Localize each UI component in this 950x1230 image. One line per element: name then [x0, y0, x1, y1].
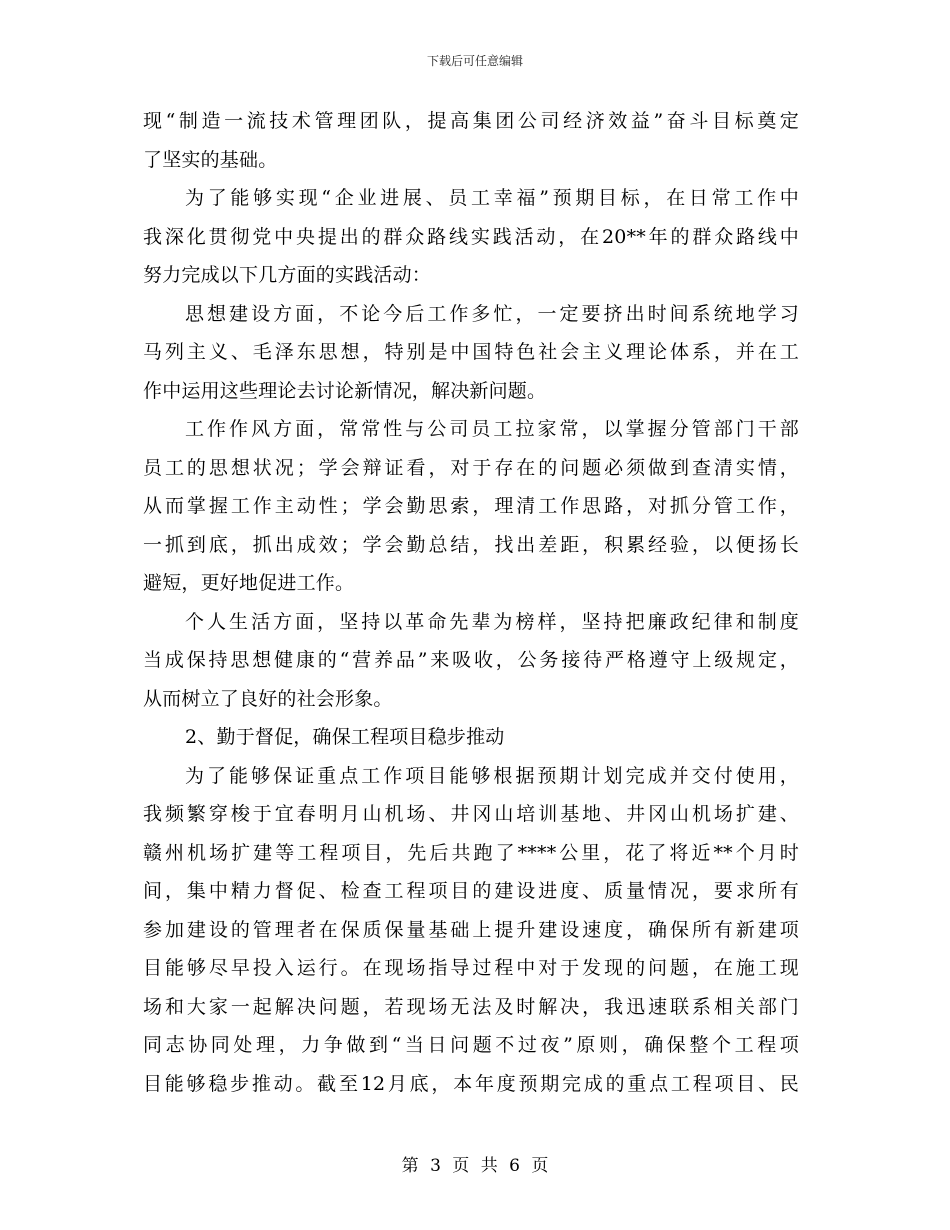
text-line: 我频繁穿梭于宜春明月山机场、井冈山培训基地、井冈山机场扩建、 — [143, 803, 799, 825]
text-line: 同志协同处理，力争做到“当日问题不过夜”原则，确保整个工程项 — [143, 1034, 799, 1056]
text-line: 间，集中精力督促、检查工程项目的建设进度、质量情况，要求所有 — [143, 880, 799, 902]
text-line: 从而树立了良好的社会形象。 — [143, 687, 393, 710]
text-line: 了坚实的基础。 — [143, 148, 278, 171]
text-line: 场和大家一起解决问题，若现场无法及时解决，我迅速联系相关部门 — [143, 995, 799, 1018]
text-line: 我深化贯彻党中央提出的群众路线实践活动，在20**年的群众路线中 — [143, 225, 799, 248]
text-line: 目能够尽早投入运行。在现场指导过程中对于发现的问题，在施工现 — [143, 957, 799, 979]
text-line: 员工的思想状况；学会辩证看，对于存在的问题必须做到查清实情， — [143, 456, 799, 479]
section-heading: 2、勤于督促，确保工程项目稳步推动 — [185, 726, 505, 748]
text-line: 思想建设方面，不论今后工作多忙，一定要挤出时间系统地学习 — [185, 302, 799, 325]
text-line: 赣州机场扩建等工程项目，先后共跑了****公里，花了将近**个月时 — [143, 841, 799, 864]
text-line: 避短，更好地促进工作。 — [143, 572, 355, 594]
text-line: 当成保持思想健康的“营养品”来吸收，公务接待严格遵守上级规定， — [143, 649, 799, 671]
text-line: 参加建设的管理者在保质保量基础上提升建设速度，确保所有新建项 — [143, 918, 799, 941]
text-line: 为了能够保证重点工作项目能够根据预期计划完成并交付使用， — [185, 764, 799, 787]
text-line: 作中运用这些理论去讨论新情况，解决新问题。 — [143, 379, 547, 402]
text-line: 现“制造一流技术管理团队，提高集团公司经济效益”奋斗目标奠定 — [143, 110, 799, 132]
text-line: 工作作风方面，常常性与公司员工拉家常，以掌握分管部门干部 — [185, 418, 799, 440]
text-line: 努力完成以下几方面的实践活动： — [143, 264, 432, 286]
text-line: 一抓到底，抓出成效；学会勤总结，找出差距，积累经验，以便扬长 — [143, 533, 799, 556]
text-line: 为了能够实现“企业进展、员工幸福”预期目标，在日常工作中 — [185, 187, 799, 209]
text-line: 马列主义、毛泽东思想，特别是中国特色社会主义理论体系，并在工 — [143, 341, 799, 363]
text-line: 目能够稳步推动。截至12月底，本年度预期完成的重点工程项目、民 — [143, 1072, 799, 1095]
page-header-note: 下载后可任意编辑 — [426, 54, 523, 68]
text-line: 个人生活方面，坚持以革命先辈为榜样，坚持把廉政纪律和制度 — [185, 610, 799, 633]
document-body — [143, 102, 799, 1103]
page-number: 第 3 页 共 6 页 — [401, 1156, 549, 1176]
text-line: 从而掌握工作主动性；学会勤思索，理清工作思路，对抓分管工作， — [143, 495, 799, 517]
